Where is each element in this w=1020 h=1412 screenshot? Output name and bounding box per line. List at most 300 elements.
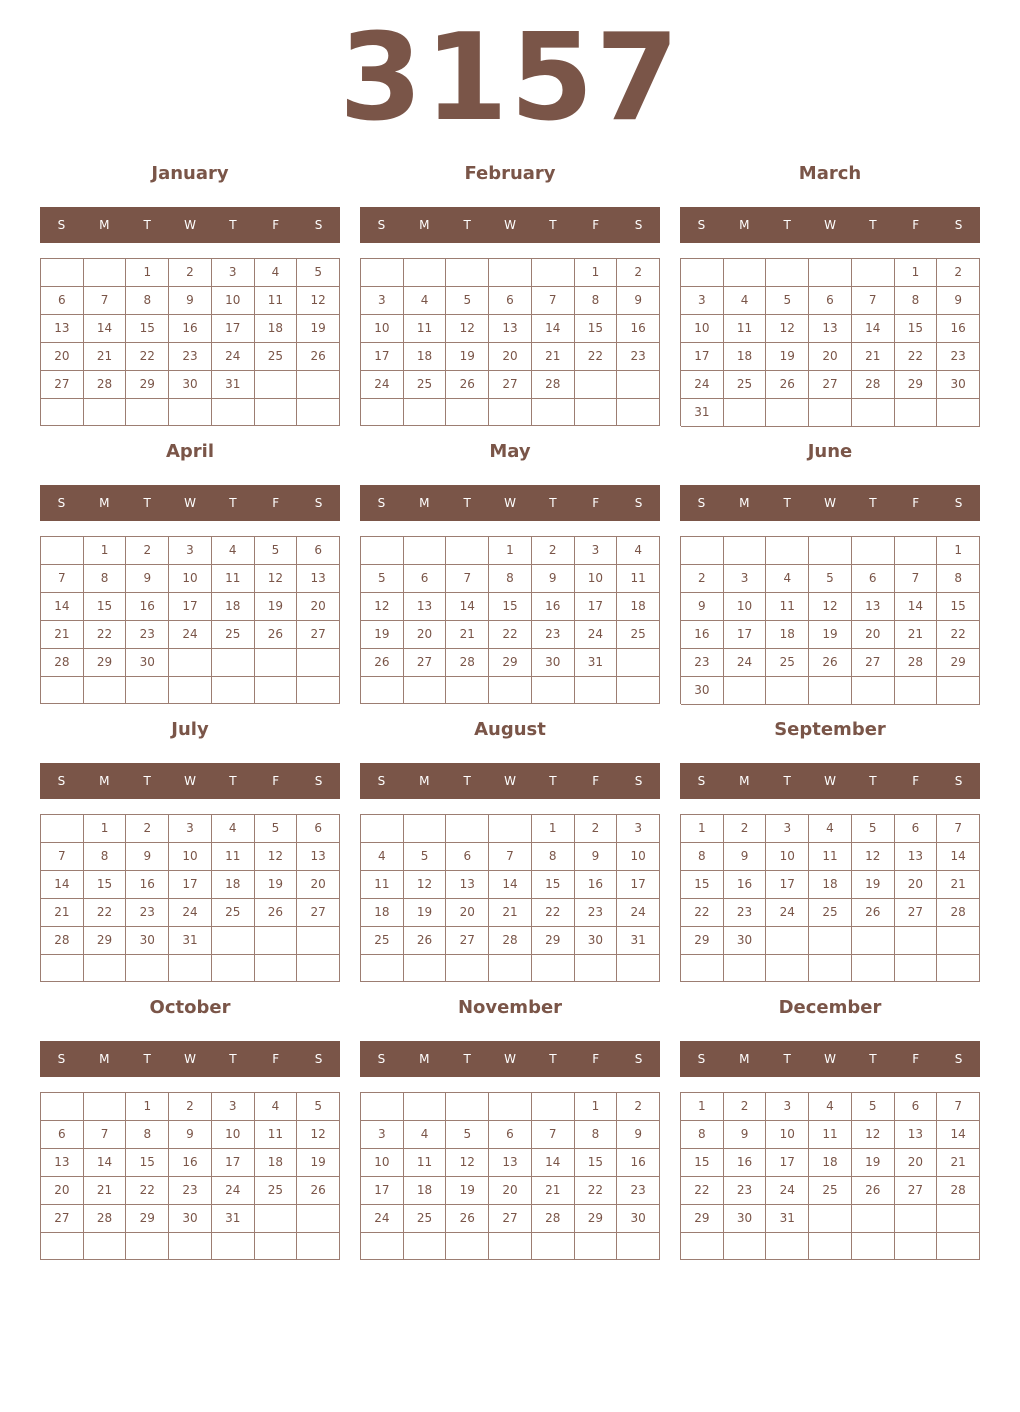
empty-day-cell — [41, 1233, 84, 1260]
weekday-label: F — [592, 774, 600, 788]
day-cell: 14 — [41, 593, 84, 621]
weekday-label: W — [504, 496, 516, 510]
day-cell: 6 — [895, 815, 938, 843]
day-cell: 31 — [681, 399, 724, 427]
empty-day-cell — [489, 955, 532, 982]
day-cell: 21 — [489, 899, 532, 927]
day-cell: 10 — [724, 593, 767, 621]
day-cell: 26 — [297, 343, 340, 371]
empty-day-cell — [255, 677, 298, 704]
empty-day-cell — [361, 955, 404, 982]
day-cell: 26 — [446, 1205, 489, 1233]
day-cell: 18 — [255, 315, 298, 343]
month-name: July — [171, 719, 209, 740]
weekday-label: W — [184, 496, 196, 510]
day-cell: 11 — [404, 1149, 447, 1177]
day-cell: 5 — [255, 537, 298, 565]
weekday-label: W — [504, 218, 516, 232]
day-cell: 25 — [212, 899, 255, 927]
day-cell: 4 — [361, 843, 404, 871]
empty-day-cell — [212, 649, 255, 677]
empty-day-cell — [404, 955, 447, 982]
day-cell: 1 — [532, 815, 575, 843]
weekday-label: S — [697, 218, 706, 232]
day-cell: 5 — [852, 1093, 895, 1121]
weekday-header — [360, 207, 660, 243]
day-cell: 21 — [852, 343, 895, 371]
empty-day-cell — [532, 259, 575, 287]
day-cell: 17 — [212, 1149, 255, 1177]
day-cell: 28 — [937, 899, 980, 927]
day-cell: 25 — [809, 899, 852, 927]
empty-day-cell — [84, 1093, 127, 1121]
day-cell: 18 — [766, 621, 809, 649]
empty-day-cell — [852, 537, 895, 565]
day-cell: 1 — [126, 1093, 169, 1121]
days-grid — [40, 814, 340, 982]
empty-day-cell — [724, 399, 767, 427]
empty-day-cell — [404, 537, 447, 565]
day-cell: 24 — [724, 649, 767, 677]
weekday-label: S — [57, 774, 66, 788]
day-cell: 24 — [361, 1205, 404, 1233]
days-grid — [360, 258, 660, 426]
empty-day-cell — [446, 259, 489, 287]
day-cell: 13 — [809, 315, 852, 343]
weekday-label: S — [954, 1052, 963, 1066]
day-cell: 15 — [681, 1149, 724, 1177]
day-cell: 20 — [895, 871, 938, 899]
day-cell: 10 — [766, 1121, 809, 1149]
empty-day-cell — [895, 927, 938, 955]
day-cell: 5 — [766, 287, 809, 315]
empty-day-cell — [297, 955, 340, 982]
day-cell: 3 — [169, 537, 212, 565]
day-cell: 8 — [681, 843, 724, 871]
day-cell: 15 — [489, 593, 532, 621]
empty-day-cell — [895, 677, 938, 705]
weekday-label: W — [184, 1052, 196, 1066]
empty-day-cell — [41, 537, 84, 565]
day-cell: 19 — [297, 1149, 340, 1177]
empty-day-cell — [809, 1233, 852, 1260]
empty-day-cell — [852, 399, 895, 427]
empty-day-cell — [724, 537, 767, 565]
empty-day-cell — [681, 1233, 724, 1260]
day-cell: 16 — [617, 1149, 660, 1177]
empty-day-cell — [489, 1233, 532, 1260]
days-grid — [680, 814, 980, 982]
weekday-label: T — [549, 774, 557, 788]
day-cell: 5 — [446, 287, 489, 315]
day-cell: 19 — [852, 871, 895, 899]
day-cell: 16 — [575, 871, 618, 899]
day-cell: 12 — [852, 1121, 895, 1149]
day-cell: 14 — [84, 315, 127, 343]
day-cell: 25 — [361, 927, 404, 955]
day-cell: 3 — [212, 1093, 255, 1121]
day-cell: 6 — [41, 287, 84, 315]
day-cell: 13 — [489, 1149, 532, 1177]
day-cell: 27 — [895, 1177, 938, 1205]
empty-day-cell — [446, 537, 489, 565]
empty-day-cell — [297, 649, 340, 677]
day-cell: 2 — [937, 259, 980, 287]
empty-day-cell — [895, 1205, 938, 1233]
weekday-label: W — [824, 218, 836, 232]
day-cell: 4 — [724, 287, 767, 315]
day-cell: 2 — [617, 1093, 660, 1121]
day-cell: 31 — [212, 1205, 255, 1233]
day-cell: 11 — [724, 315, 767, 343]
empty-day-cell — [126, 399, 169, 426]
empty-day-cell — [446, 955, 489, 982]
day-cell: 31 — [169, 927, 212, 955]
day-cell: 14 — [41, 871, 84, 899]
day-cell: 3 — [617, 815, 660, 843]
day-cell: 11 — [361, 871, 404, 899]
weekday-label: T — [229, 774, 237, 788]
empty-day-cell — [361, 399, 404, 426]
day-cell: 1 — [126, 259, 169, 287]
day-cell: 20 — [489, 343, 532, 371]
day-cell: 23 — [532, 621, 575, 649]
weekday-label: F — [912, 496, 920, 510]
day-cell: 3 — [361, 1121, 404, 1149]
weekday-label: S — [954, 496, 963, 510]
day-cell: 1 — [489, 537, 532, 565]
day-cell: 30 — [937, 371, 980, 399]
empty-day-cell — [617, 399, 660, 426]
day-cell: 14 — [937, 843, 980, 871]
weekday-label: M — [739, 1052, 750, 1066]
day-cell: 15 — [895, 315, 938, 343]
day-cell: 5 — [297, 1093, 340, 1121]
day-cell: 7 — [532, 1121, 575, 1149]
empty-day-cell — [297, 1205, 340, 1233]
day-cell: 16 — [724, 1149, 767, 1177]
days-grid — [40, 536, 340, 704]
day-cell: 3 — [681, 287, 724, 315]
day-cell: 18 — [361, 899, 404, 927]
days-grid — [360, 536, 660, 704]
day-cell: 10 — [361, 315, 404, 343]
month-name: May — [489, 441, 531, 462]
day-cell: 16 — [169, 1149, 212, 1177]
day-cell: 27 — [297, 899, 340, 927]
day-cell: 23 — [169, 1177, 212, 1205]
day-cell: 15 — [575, 1149, 618, 1177]
day-cell: 11 — [809, 843, 852, 871]
day-cell: 30 — [126, 927, 169, 955]
day-cell: 31 — [766, 1205, 809, 1233]
empty-day-cell — [766, 677, 809, 705]
empty-day-cell — [852, 1233, 895, 1260]
empty-day-cell — [681, 259, 724, 287]
day-cell: 2 — [126, 537, 169, 565]
day-cell: 16 — [126, 593, 169, 621]
day-cell: 21 — [41, 621, 84, 649]
day-cell: 17 — [575, 593, 618, 621]
day-cell: 15 — [84, 593, 127, 621]
empty-day-cell — [724, 259, 767, 287]
empty-day-cell — [169, 955, 212, 982]
empty-day-cell — [41, 815, 84, 843]
days-grid — [680, 258, 980, 426]
weekday-label: T — [783, 1052, 791, 1066]
days-grid — [680, 1092, 980, 1260]
empty-day-cell — [169, 399, 212, 426]
day-cell: 22 — [937, 621, 980, 649]
day-cell: 28 — [532, 371, 575, 399]
empty-day-cell — [255, 955, 298, 982]
day-cell: 25 — [404, 1205, 447, 1233]
day-cell: 6 — [489, 1121, 532, 1149]
weekday-label: T — [869, 218, 877, 232]
empty-day-cell — [617, 649, 660, 677]
day-cell: 21 — [937, 871, 980, 899]
day-cell: 26 — [852, 899, 895, 927]
weekday-label: W — [184, 218, 196, 232]
weekday-label: M — [419, 774, 430, 788]
empty-day-cell — [446, 677, 489, 704]
day-cell: 17 — [169, 593, 212, 621]
empty-day-cell — [255, 927, 298, 955]
day-cell: 1 — [84, 815, 127, 843]
day-cell: 9 — [575, 843, 618, 871]
day-cell: 15 — [681, 871, 724, 899]
day-cell: 23 — [617, 343, 660, 371]
day-cell: 6 — [489, 287, 532, 315]
empty-day-cell — [212, 677, 255, 704]
empty-day-cell — [532, 955, 575, 982]
day-cell: 2 — [169, 259, 212, 287]
day-cell: 5 — [446, 1121, 489, 1149]
weekday-label: S — [697, 774, 706, 788]
day-cell: 28 — [446, 649, 489, 677]
weekday-label: T — [143, 774, 151, 788]
day-cell: 25 — [255, 1177, 298, 1205]
day-cell: 22 — [489, 621, 532, 649]
day-cell: 25 — [809, 1177, 852, 1205]
day-cell: 3 — [724, 565, 767, 593]
empty-day-cell — [895, 537, 938, 565]
day-cell: 27 — [895, 899, 938, 927]
empty-day-cell — [84, 399, 127, 426]
day-cell: 1 — [681, 815, 724, 843]
day-cell: 9 — [169, 1121, 212, 1149]
empty-day-cell — [489, 677, 532, 704]
day-cell: 24 — [212, 343, 255, 371]
weekday-label: F — [592, 1052, 600, 1066]
empty-day-cell — [446, 399, 489, 426]
day-cell: 28 — [41, 927, 84, 955]
day-cell: 27 — [489, 1205, 532, 1233]
empty-day-cell — [489, 1093, 532, 1121]
weekday-label: F — [592, 218, 600, 232]
day-cell: 21 — [937, 1149, 980, 1177]
day-cell: 1 — [681, 1093, 724, 1121]
day-cell: 14 — [532, 1149, 575, 1177]
empty-day-cell — [361, 1093, 404, 1121]
empty-day-cell — [809, 955, 852, 982]
day-cell: 10 — [617, 843, 660, 871]
day-cell: 4 — [766, 565, 809, 593]
day-cell: 9 — [169, 287, 212, 315]
day-cell: 1 — [937, 537, 980, 565]
weekday-label: T — [463, 496, 471, 510]
weekday-label: W — [504, 1052, 516, 1066]
day-cell: 27 — [852, 649, 895, 677]
day-cell: 4 — [617, 537, 660, 565]
weekday-label: M — [99, 496, 110, 510]
day-cell: 5 — [361, 565, 404, 593]
empty-day-cell — [937, 1205, 980, 1233]
day-cell: 2 — [681, 565, 724, 593]
day-cell: 25 — [724, 371, 767, 399]
day-cell: 23 — [169, 343, 212, 371]
day-cell: 9 — [937, 287, 980, 315]
month-name: October — [149, 997, 231, 1018]
day-cell: 7 — [852, 287, 895, 315]
day-cell: 20 — [852, 621, 895, 649]
month-name: January — [151, 163, 229, 184]
day-cell: 25 — [255, 343, 298, 371]
weekday-label: T — [463, 774, 471, 788]
day-cell: 15 — [532, 871, 575, 899]
day-cell: 6 — [895, 1093, 938, 1121]
empty-day-cell — [361, 815, 404, 843]
day-cell: 6 — [297, 815, 340, 843]
day-cell: 7 — [41, 843, 84, 871]
day-cell: 5 — [404, 843, 447, 871]
day-cell: 26 — [446, 371, 489, 399]
day-cell: 18 — [212, 593, 255, 621]
day-cell: 12 — [361, 593, 404, 621]
day-cell: 29 — [489, 649, 532, 677]
day-cell: 2 — [724, 815, 767, 843]
day-cell: 15 — [126, 1149, 169, 1177]
empty-day-cell — [41, 677, 84, 704]
weekday-label: F — [912, 774, 920, 788]
day-cell: 11 — [255, 1121, 298, 1149]
day-cell: 29 — [895, 371, 938, 399]
weekday-label: W — [824, 496, 836, 510]
day-cell: 27 — [41, 371, 84, 399]
weekday-label: M — [739, 496, 750, 510]
day-cell: 12 — [852, 843, 895, 871]
weekday-label: S — [57, 496, 66, 510]
weekday-label: M — [99, 774, 110, 788]
day-cell: 26 — [361, 649, 404, 677]
day-cell: 19 — [255, 871, 298, 899]
day-cell: 24 — [681, 371, 724, 399]
day-cell: 2 — [575, 815, 618, 843]
weekday-label: F — [272, 774, 280, 788]
day-cell: 9 — [724, 843, 767, 871]
weekday-label: T — [783, 774, 791, 788]
day-cell: 16 — [126, 871, 169, 899]
empty-day-cell — [937, 399, 980, 427]
day-cell: 19 — [766, 343, 809, 371]
empty-day-cell — [446, 1093, 489, 1121]
day-cell: 13 — [404, 593, 447, 621]
day-cell: 3 — [766, 815, 809, 843]
day-cell: 9 — [617, 287, 660, 315]
weekday-label: F — [912, 218, 920, 232]
weekday-label: S — [57, 218, 66, 232]
month-name: December — [778, 997, 882, 1018]
empty-day-cell — [617, 677, 660, 704]
day-cell: 1 — [575, 259, 618, 287]
day-cell: 18 — [724, 343, 767, 371]
weekday-label: W — [824, 774, 836, 788]
day-cell: 13 — [489, 315, 532, 343]
day-cell: 3 — [169, 815, 212, 843]
empty-day-cell — [84, 955, 127, 982]
day-cell: 19 — [446, 1177, 489, 1205]
day-cell: 5 — [297, 259, 340, 287]
empty-day-cell — [895, 399, 938, 427]
weekday-label: T — [229, 218, 237, 232]
weekday-label: T — [783, 218, 791, 232]
day-cell: 8 — [937, 565, 980, 593]
empty-day-cell — [126, 1233, 169, 1260]
empty-day-cell — [937, 955, 980, 982]
empty-day-cell — [852, 955, 895, 982]
day-cell: 26 — [852, 1177, 895, 1205]
weekday-label: S — [634, 218, 643, 232]
empty-day-cell — [212, 399, 255, 426]
day-cell: 29 — [126, 371, 169, 399]
day-cell: 18 — [212, 871, 255, 899]
day-cell: 13 — [41, 1149, 84, 1177]
weekday-label: T — [549, 1052, 557, 1066]
weekday-label: W — [184, 774, 196, 788]
day-cell: 8 — [575, 1121, 618, 1149]
day-cell: 22 — [126, 1177, 169, 1205]
day-cell: 23 — [724, 899, 767, 927]
day-cell: 23 — [937, 343, 980, 371]
empty-day-cell — [766, 537, 809, 565]
day-cell: 21 — [895, 621, 938, 649]
empty-day-cell — [361, 1233, 404, 1260]
empty-day-cell — [255, 649, 298, 677]
day-cell: 6 — [404, 565, 447, 593]
empty-day-cell — [809, 927, 852, 955]
day-cell: 22 — [681, 899, 724, 927]
weekday-label: T — [869, 1052, 877, 1066]
day-cell: 17 — [169, 871, 212, 899]
day-cell: 8 — [681, 1121, 724, 1149]
day-cell: 27 — [809, 371, 852, 399]
weekday-label: T — [143, 218, 151, 232]
weekday-label: S — [377, 774, 386, 788]
empty-day-cell — [809, 399, 852, 427]
day-cell: 11 — [255, 287, 298, 315]
day-cell: 23 — [126, 621, 169, 649]
empty-day-cell — [617, 1233, 660, 1260]
day-cell: 21 — [446, 621, 489, 649]
empty-day-cell — [84, 1233, 127, 1260]
day-cell: 30 — [126, 649, 169, 677]
day-cell: 13 — [297, 843, 340, 871]
empty-day-cell — [169, 677, 212, 704]
day-cell: 6 — [852, 565, 895, 593]
weekday-label: S — [377, 1052, 386, 1066]
empty-day-cell — [84, 259, 127, 287]
day-cell: 24 — [575, 621, 618, 649]
